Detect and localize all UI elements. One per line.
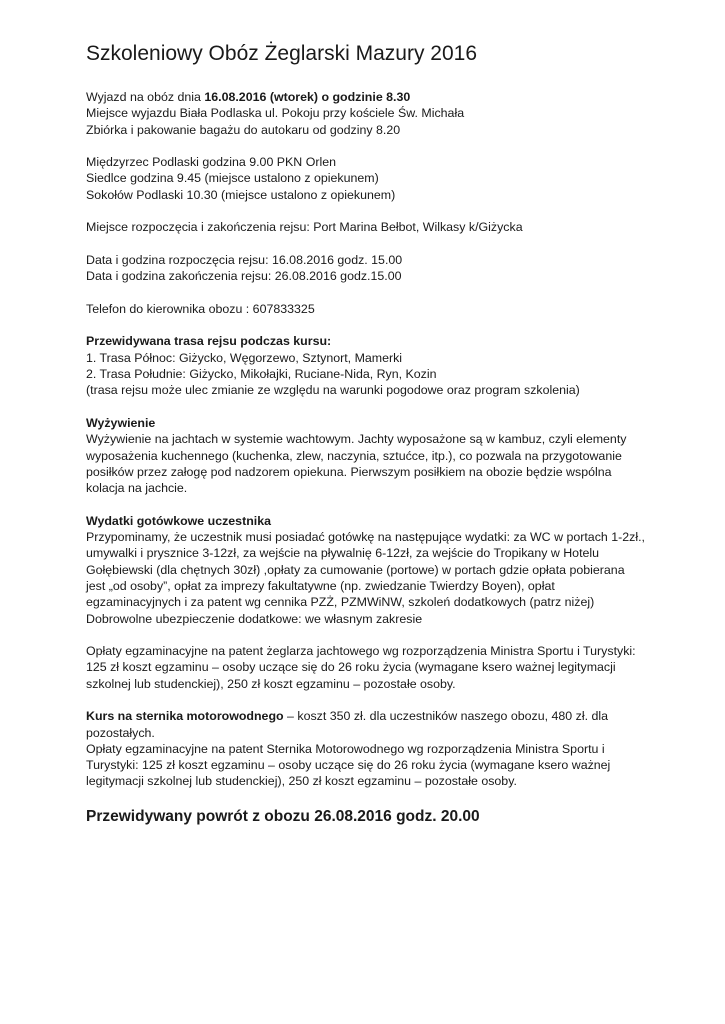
return-info: Przewidywany powrót z obozu 26.08.2016 godz. 20.00 bbox=[86, 808, 480, 826]
document-title: Szkoleniowy Obóz Żeglarski Mazury 2016 bbox=[86, 42, 478, 65]
route-note: (trasa rejsu może ulec zmianie ze względu na warunki pogodowe oraz program szkolenia) bbox=[86, 383, 580, 398]
expenses-heading: Wydatki gotówkowe uczestnika bbox=[86, 513, 271, 528]
food-text-line: wyposażenia kuchennego (kuchenka, zlew, naczynia, sztućce, itp.), co pozwala na przygotowanie bbox=[86, 448, 622, 463]
route-item: 2. Trasa Południe: Giżycko, Mikołajki, Ruciane-Nida, Ryn, Kozin bbox=[86, 367, 437, 382]
departure-date-prefix: Wyjazd na obóz dnia bbox=[86, 90, 205, 104]
food-heading: Wyżywienie bbox=[86, 415, 156, 430]
leader-phone: Telefon do kierownika obozu : 607833325 bbox=[86, 301, 315, 316]
departure-place: Miejsce wyjazdu Biała Podlaska ul. Pokoju przy kościele Św. Michała bbox=[86, 106, 465, 121]
stop-item: Międzyrzec Podlaski godzina 9.00 PKN Orlen bbox=[86, 155, 336, 170]
food-section bbox=[86, 415, 686, 496]
motorboat-section bbox=[86, 708, 686, 789]
food-text-line: kolacja na jachcie. bbox=[86, 481, 188, 496]
food-text-line: posiłków przez załogę pod nadzorem opiekuna. Pierwszym posiłkiem na obozie będzie wspólna bbox=[86, 464, 612, 479]
motorboat-cost: – koszt 350 zł. dla uczestników naszego obozu, 480 zł. dla bbox=[283, 709, 609, 724]
phone-section bbox=[86, 301, 686, 317]
departure-date-value: 16.08.2016 (wtorek) o godzinie 8.30 bbox=[204, 90, 411, 104]
expenses-text-line: Dobrowolne ubezpieczenie dodatkowe: we własnym zakresie bbox=[86, 611, 423, 626]
cruise-end: Data i godzina zakończenia rejsu: 26.08.2016 godz.15.00 bbox=[86, 269, 402, 284]
exam-fees-line: Opłaty egzaminacyjne na patent żeglarza jachtowego wg rozporządzenia Ministra Sportu i Turystyki: bbox=[86, 644, 636, 659]
food-text-line: Wyżywienie na jachtach w systemie wachtowym. Jachty wyposażone są w kambuz, czyli elementy bbox=[86, 432, 627, 447]
route-heading: Przewidywana trasa rejsu podczas kursu: bbox=[86, 334, 332, 349]
motorboat-text-line: Turystyki: 125 zł koszt egzaminu – osoby uczące się do 26 roku życia (wymagane ksero ważnej bbox=[86, 758, 611, 773]
stop-item: Siedlce godzina 9.45 (miejsce ustalono z opiekunem) bbox=[86, 171, 379, 186]
stop-item: Sokołów Podlaski 10.30 (miejsce ustalono z opiekunem) bbox=[86, 187, 396, 202]
route-item: 1. Trasa Północ: Giżycko, Węgorzewo, Sztynort, Mamerki bbox=[86, 350, 403, 365]
motorboat-text-line: legitymacji szkolnej lub studenckiej), 250 zł koszt egzaminu – pozostałe osoby. bbox=[86, 774, 517, 789]
expenses-text-line: umywalki i prysznice 3-12zł, za wejście na pływalnię 6-12zł, za wejście do Tropikany w Hotelu bbox=[86, 546, 600, 561]
motorboat-heading: Kurs na sternika motorowodnego bbox=[86, 709, 284, 724]
departure-date-line bbox=[86, 89, 686, 105]
expenses-text-line: egzaminacyjnych i za patent wg cennika PZŻ, PZMWiNW, szkoleń dodatkowych (patrz niżej) bbox=[86, 595, 595, 610]
cruise-start: Data i godzina rozpoczęcia rejsu: 16.08.2016 godz. 15.00 bbox=[86, 252, 403, 267]
motorboat-heading-line bbox=[86, 708, 686, 724]
exam-fees-line: szkolnej lub studenckiej), 250 zł koszt egzaminu – pozostałe osoby. bbox=[86, 676, 456, 691]
route-section bbox=[86, 333, 686, 398]
exam-fees-line: 125 zł koszt egzaminu – osoby uczące się do 26 roku życia (wymagane ksero ważnej legitymacji bbox=[86, 660, 616, 675]
document-page bbox=[86, 40, 686, 828]
expenses-section bbox=[86, 513, 686, 627]
cruise-place: Miejsce rozpoczęcia i zakończenia rejsu: Port Marina Bełbot, Wilkasy k/Giżycka bbox=[86, 220, 523, 235]
cruise-place-section bbox=[86, 219, 686, 235]
motorboat-text-line: Opłaty egzaminacyjne na patent Sternika Motorowodnego wg rozporządzenia Ministra Sportu i bbox=[86, 741, 605, 756]
expenses-text-line: jest „od osoby”, opłat za imprezy fakultatywne (np. zwiedzanie Twierdzy Boyen), opłat bbox=[86, 578, 555, 593]
expenses-text-line: Przypominamy, że uczestnik musi posiadać gotówkę na następujące wydatki: za WC w portach 1-2zł., bbox=[86, 530, 645, 545]
motorboat-text-line: pozostałych. bbox=[86, 725, 155, 740]
departure-section bbox=[86, 89, 686, 138]
cruise-dates-section bbox=[86, 252, 686, 285]
expenses-text-line: Gołębiewski (dla chętnych 30zł) ,opłaty za cumowanie (portowe) w portach gdzie opłata pobierana bbox=[86, 562, 625, 577]
exam-fees-section bbox=[86, 643, 686, 692]
departure-gathering: Zbiórka i pakowanie bagażu do autokaru od godziny 8.20 bbox=[86, 122, 401, 137]
stops-section bbox=[86, 154, 686, 203]
